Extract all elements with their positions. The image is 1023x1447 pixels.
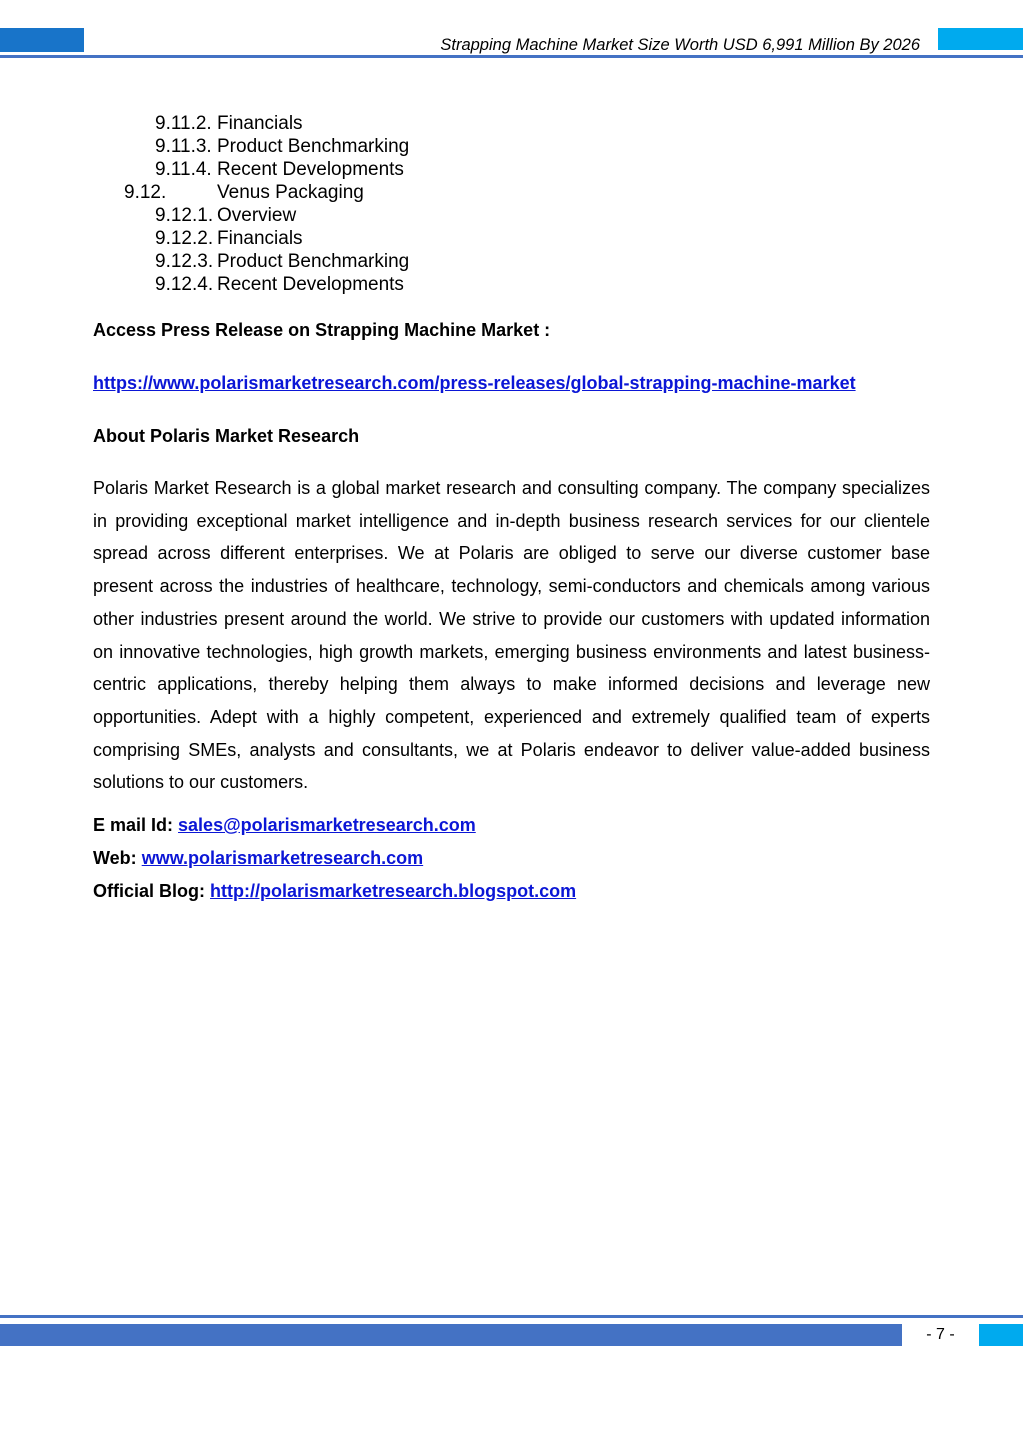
- toc-item-label: Recent Developments: [217, 159, 404, 180]
- press-release-heading: Access Press Release on Strapping Machine Market :: [93, 320, 551, 340]
- web-label: Web:: [93, 848, 137, 868]
- toc-item-number: 9.11.3.: [155, 136, 212, 157]
- email-label: E mail Id:: [93, 815, 174, 835]
- toc-item-label: Financials: [217, 228, 303, 249]
- toc-item-number: 9.11.4.: [155, 159, 212, 180]
- toc-item[interactable]: [0, 112, 600, 135]
- toc-item-number: 9.12.: [124, 182, 167, 203]
- web-link[interactable]: www.polarismarketresearch.com: [141, 848, 424, 868]
- toc-item-number: 9.12.1.: [155, 205, 214, 226]
- toc-item[interactable]: [0, 181, 600, 204]
- blog-label: Official Blog:: [93, 881, 205, 901]
- toc-item-label: Product Benchmarking: [217, 251, 410, 272]
- toc-item-label: Recent Developments: [217, 274, 404, 295]
- page-number: - 7 -: [926, 1326, 955, 1343]
- press-release-link[interactable]: https://www.polarismarketresearch.com/press-releases/global-strapping-machine-market: [93, 373, 856, 393]
- footer-bar-left: [0, 1324, 902, 1346]
- header-rule: [0, 55, 1023, 58]
- blog-link[interactable]: http://polarismarketresearch.blogspot.com: [210, 881, 577, 901]
- toc-item-label: Product Benchmarking: [217, 136, 410, 157]
- toc-item[interactable]: [0, 227, 600, 250]
- toc-item-label: Financials: [217, 113, 303, 134]
- toc-item-number: 9.12.4.: [155, 274, 214, 295]
- toc-item-label: Overview: [217, 205, 297, 226]
- toc-item-number: 9.11.2.: [155, 113, 212, 134]
- footer-rule: [0, 1315, 1023, 1318]
- toc-item[interactable]: [0, 250, 600, 273]
- about-paragraph: Polaris Market Research is a global market research and consulting company. The company specializes in providing exceptional market intelligence and in-depth business research services for our clientele spread across different enterprises. We at Polaris are obliged to serve our diverse customer base present across the industries of healthcare, technology, semi-conductors and chemicals among various other industries present around the world. We strive to provide our customers with updated information on innovative technologies, high growth markets, emerging business environments and latest business-centric applications, thereby helping them always to make informed decisions and leverage new opportunities. Adept with a highly competent, experienced and extremely qualified team of experts comprising SMEs, analysts and consultants, we at Polaris endeavor to deliver value-added business solutions to our customers.: [93, 478, 930, 793]
- toc-item-label: Venus Packaging: [217, 182, 364, 203]
- contact-blog-row: [93, 881, 576, 902]
- email-link[interactable]: sales@polarismarketresearch.com: [178, 815, 476, 835]
- contact-web-row: [93, 848, 423, 869]
- footer-bar-right: [979, 1324, 1023, 1346]
- header-accent-left: [0, 28, 84, 52]
- contact-email-row: [93, 815, 476, 836]
- toc-item[interactable]: [0, 273, 600, 296]
- header-title: Strapping Machine Market Size Worth USD 6,991 Million By 2026: [440, 36, 920, 54]
- toc-item-number: 9.12.3.: [155, 251, 214, 272]
- toc-item[interactable]: [0, 158, 600, 181]
- about-heading: About Polaris Market Research: [93, 426, 360, 446]
- toc-item[interactable]: [0, 135, 600, 158]
- header-accent-right: [938, 28, 1023, 50]
- toc-item-number: 9.12.2.: [155, 228, 214, 249]
- toc-item[interactable]: [0, 204, 600, 227]
